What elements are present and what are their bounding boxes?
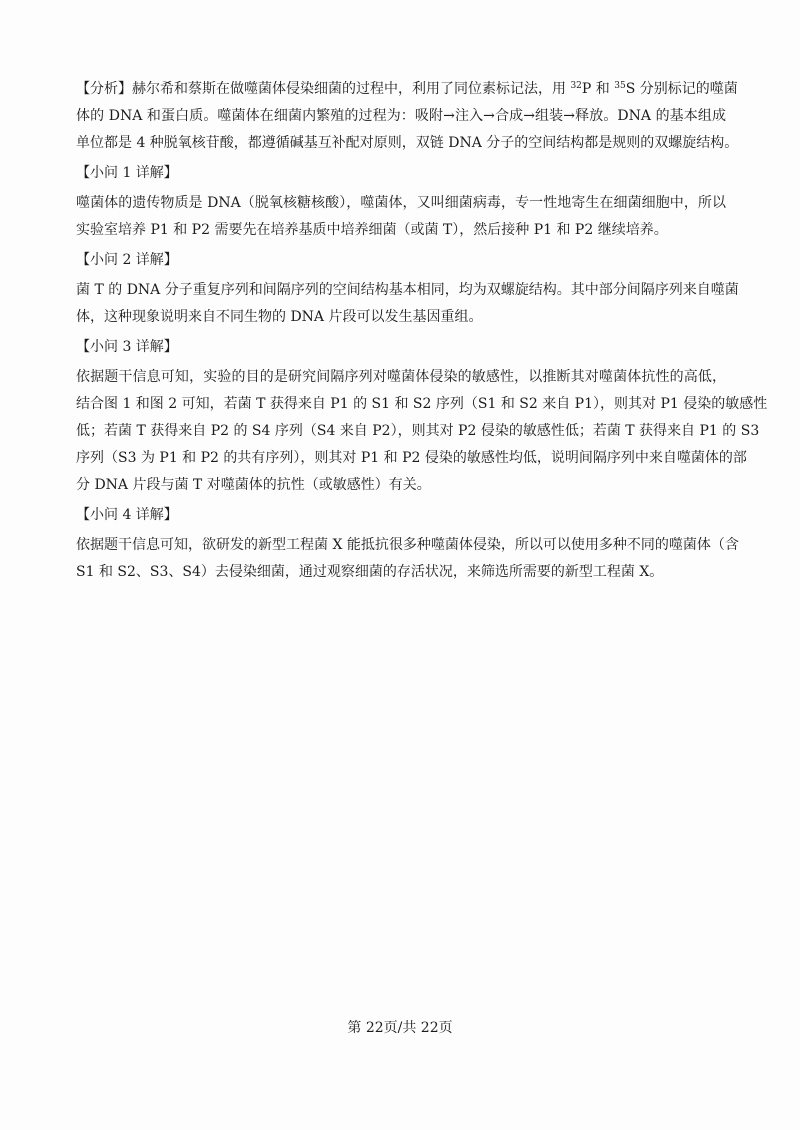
isotope-superscript: 35 (614, 81, 626, 91)
text-run: 体的 DNA 和蛋白质。噬菌体在细菌内繁殖的过程为：吸附→注入→合成→组装→释放。DNA 的基本组成 (76, 108, 726, 124)
section-heading: 【小问 3 详解】 (76, 339, 178, 355)
section-heading: 【小问 4 详解】 (76, 507, 178, 523)
text-run: 【分析】 (76, 81, 132, 97)
text-line (76, 103, 726, 130)
text-run: 实验室培养 P1 和 P2 需要先在培养基质中培养细菌（或菌 T），然后接种 P1 和 P2 继续培养。 (76, 222, 668, 238)
text-line (76, 190, 726, 217)
text-run: 依据题干信息可知，欲研发的新型工程菌 X 能抵抗很多种噬菌体侵染，所以可以使用多种不同的噬菌体（含 (76, 537, 739, 553)
text-run: 依据题干信息可知，实验的目的是研究间隔序列对噬菌体侵染的敏感性，以推断其对噬菌体抗性的高低， (76, 369, 726, 385)
text-run: 结合图 1 和图 2 可知，若菌 T 获得来自 P1 的 S1 和 S2 序列（S1 和 S2 来自 P1），则其对 P1 侵染的敏感性 (76, 396, 768, 412)
text-run: 菌 T 的 DNA 分子重复序列和间隔序列的空间结构基本相同，均为双螺旋结构。其中部分间隔序列来自噬菌 (76, 282, 739, 298)
text-run: 体，这种现象说明来自不同生物的 DNA 片段可以发生基因重组。 (76, 309, 483, 325)
text-line (76, 277, 739, 304)
text-run: 低；若菌 T 获得来自 P2 的 S4 序列（S4 来自 P2），则其对 P2 侵染的敏感性低；若菌 T 获得来自 P1 的 S3 (76, 423, 760, 439)
text-line (76, 445, 747, 472)
section-paragraph (76, 76, 739, 157)
text-run: 分 DNA 片段与菌 T 对噬菌体的抗性（或敏感性）有关。 (76, 477, 431, 493)
section-paragraph (76, 532, 739, 586)
document-body (76, 76, 768, 592)
text-run: S1 和 S2、S3、S4）去侵染细菌，通过观察细菌的存活状况，来筛选所需要的新型工程菌 X。 (76, 564, 664, 580)
text-line (76, 364, 726, 391)
section-heading: 【小问 2 详解】 (76, 252, 178, 268)
text-line (76, 130, 739, 157)
text-line (76, 304, 726, 331)
page-footer: 第 22页/共 22页 (347, 1020, 453, 1036)
section-paragraph (76, 190, 726, 244)
text-run: P 和 (581, 81, 615, 97)
text-run: 序列（S3 为 P1 和 P2 的共有序列），则其对 P1 和 P2 侵染的敏感性均低，说明间隔序列中来自噬菌体的部 (76, 450, 747, 466)
text-run: S 分别标记的噬菌 (625, 81, 738, 97)
section-heading: 【小问 1 详解】 (76, 165, 178, 181)
text-line (76, 391, 768, 418)
text-line (76, 418, 760, 445)
section-paragraph (76, 364, 768, 499)
text-line (76, 472, 726, 499)
text-run: 单位都是 4 种脱氧核苷酸，都遵循碱基互补配对原则，双链 DNA 分子的空间结构都是规则的双螺旋结构。 (76, 135, 739, 151)
isotope-superscript: 32 (570, 81, 582, 91)
text-line (76, 559, 726, 586)
text-line (76, 532, 739, 559)
section-paragraph (76, 277, 739, 331)
text-line (76, 76, 738, 103)
text-run: 噬菌体的遗传物质是 DNA（脱氧核糖核酸），噬菌体，又叫细菌病毒，专一性地寄生在细菌细胞中，所以 (76, 195, 726, 211)
text-line (76, 217, 726, 244)
text-run: 赫尔希和蔡斯在做噬菌体侵染细菌的过程中，利用了同位素标记法，用 (132, 81, 571, 97)
